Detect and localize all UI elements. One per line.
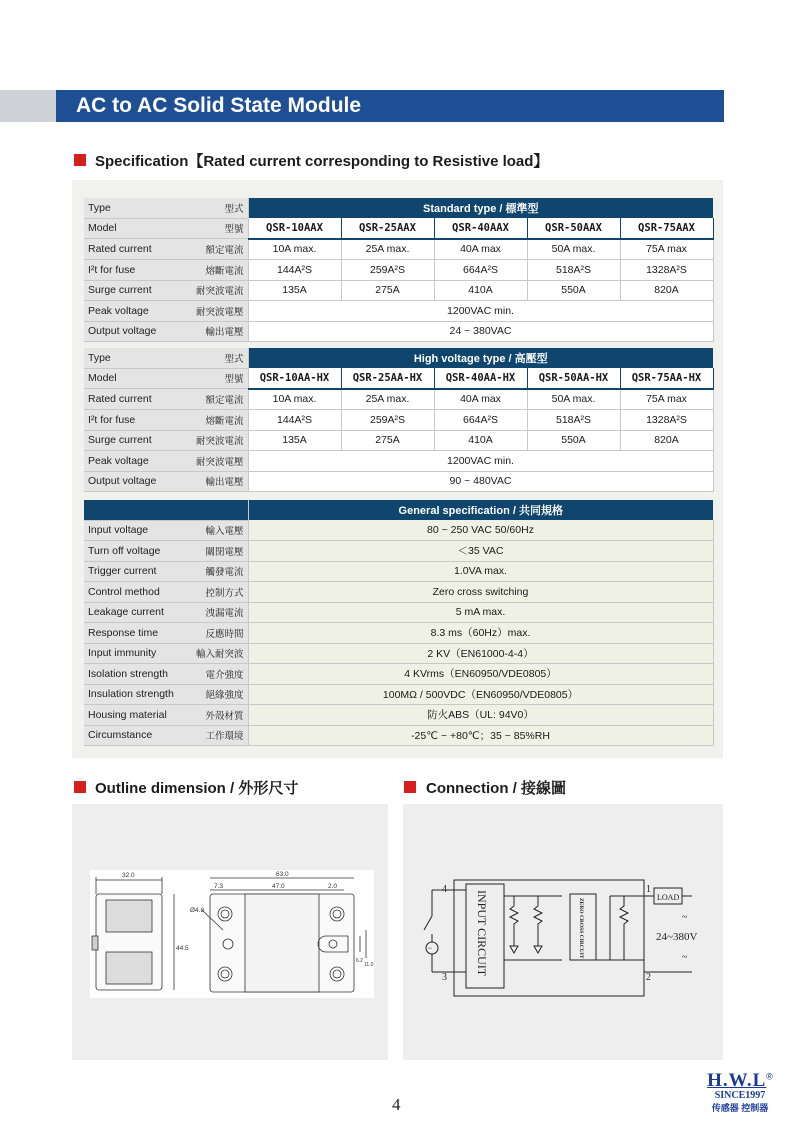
table-cell: 820A xyxy=(620,280,713,301)
outline-drawing xyxy=(90,870,374,998)
row-label: Turn off voltage xyxy=(84,541,194,562)
row-label: Type xyxy=(84,348,194,368)
row-label-zh: 控制方式 xyxy=(194,582,248,603)
logo-since: SINCE1997 xyxy=(714,1090,766,1101)
standard-type-table xyxy=(84,198,714,342)
table-row xyxy=(84,348,713,368)
row-label-zh: 熔斷電流 xyxy=(194,410,248,431)
row-label: Surge current xyxy=(84,430,194,451)
row-label-zh: 額定電流 xyxy=(194,389,248,410)
row-label: Housing material xyxy=(84,705,194,726)
row-label-zh: 耐突波電流 xyxy=(194,280,248,301)
table-cell: 80 ~ 250 VAC 50/60Hz xyxy=(248,520,713,541)
table-cell: 550A xyxy=(527,430,620,451)
terminal-label: 2 xyxy=(646,972,651,983)
table-cell: 8.3 ms（60Hz）max. xyxy=(248,623,713,644)
spec-section-title: Specification【Rated current corresponding to Resistive load】 xyxy=(95,153,549,170)
row-label: Peak voltage xyxy=(84,451,194,472)
terminal-label: 3 xyxy=(442,972,447,983)
zero-cross-label: ZERO CROSS CIRCUIT xyxy=(578,898,584,959)
logo-text: H.W.L xyxy=(707,1070,767,1091)
table-row xyxy=(84,725,713,746)
row-label: Model xyxy=(84,368,194,389)
table-cell: 10A max. xyxy=(248,239,341,260)
table-row xyxy=(84,623,713,644)
table-cell: 144A²S xyxy=(248,410,341,431)
table-cell: 550A xyxy=(527,280,620,301)
model-cell: QSR-10AAX xyxy=(248,218,341,239)
table-cell: 24 ~ 380VAC xyxy=(248,321,713,342)
row-label: Output voltage xyxy=(84,471,194,492)
row-label-zh: 型號 xyxy=(194,218,248,239)
row-label-zh: 外殼材質 xyxy=(194,705,248,726)
table-cell: 5 mA max. xyxy=(248,602,713,623)
row-label: Insulation strength xyxy=(84,684,194,705)
table-cell: 75A max xyxy=(620,389,713,410)
model-cell: QSR-50AA-HX xyxy=(527,368,620,389)
section-marker xyxy=(74,781,86,793)
table-row xyxy=(84,643,713,664)
table-cell: 90 ~ 480VAC xyxy=(248,471,713,492)
table-cell: 40A max xyxy=(434,389,527,410)
table-header: General specification / 共同規格 xyxy=(248,500,713,520)
table-row xyxy=(84,520,713,541)
table-cell: 410A xyxy=(434,430,527,451)
row-label-zh: 型式 xyxy=(194,198,248,218)
table-cell: 820A xyxy=(620,430,713,451)
model-cell: QSR-40AA-HX xyxy=(434,368,527,389)
table-cell: 25A max. xyxy=(341,389,434,410)
table-row xyxy=(84,218,713,239)
row-label: Response time xyxy=(84,623,194,644)
connection-circuit xyxy=(412,876,712,1000)
page-title: AC to AC Solid State Module xyxy=(76,94,362,117)
row-label-zh: 輸出電壓 xyxy=(194,471,248,492)
dim-label: 7.3 xyxy=(214,883,224,890)
dim-label: 44.5 xyxy=(176,945,189,952)
row-label: Type xyxy=(84,198,194,218)
table-cell: 664A²S xyxy=(434,410,527,431)
company-logo xyxy=(700,1070,780,1114)
table-cell: 2 KV（EN61000-4-4） xyxy=(248,643,713,664)
ac-symbol: ~ xyxy=(682,912,688,923)
dim-label: 6.2 xyxy=(356,958,363,964)
table-row xyxy=(84,664,713,685)
row-label-zh: 耐突波電壓 xyxy=(194,301,248,322)
row-label: Input voltage xyxy=(84,520,194,541)
table-cell: 1200VAC min. xyxy=(248,301,713,322)
header-spacer xyxy=(84,500,194,520)
table-cell: 40A max xyxy=(434,239,527,260)
model-cell: QSR-40AAX xyxy=(434,218,527,239)
row-label-zh: 輸入耐突波 xyxy=(194,643,248,664)
dim-label: Ø4.8 xyxy=(190,907,205,914)
table-cell: 518A²S xyxy=(527,410,620,431)
table-row xyxy=(84,301,713,322)
table-row xyxy=(84,471,713,492)
row-label-zh: 耐突波電流 xyxy=(194,430,248,451)
table-cell: 410A xyxy=(434,280,527,301)
row-label-zh: 反應時間 xyxy=(194,623,248,644)
input-circuit-label: INPUT CIRCUIT xyxy=(475,890,489,977)
table-cell: 10A max. xyxy=(248,389,341,410)
row-label-zh: 型式 xyxy=(194,348,248,368)
row-label: Trigger current xyxy=(84,561,194,582)
header-spacer xyxy=(194,500,248,520)
row-label-zh: 輸入電壓 xyxy=(194,520,248,541)
wiring-diagram xyxy=(412,876,712,1000)
model-cell: QSR-25AAX xyxy=(341,218,434,239)
row-label-zh: 額定電流 xyxy=(194,239,248,260)
row-label: Rated current xyxy=(84,389,194,410)
dim-label: 11.0 xyxy=(364,962,374,968)
table-header: High voltage type / 高壓型 xyxy=(248,348,713,368)
table-cell: 100MΩ / 500VDC（EN60950/VDE0805） xyxy=(248,684,713,705)
page-number: 4 xyxy=(392,1095,401,1114)
table-row xyxy=(84,389,713,410)
row-label: Peak voltage xyxy=(84,301,194,322)
logo-tagline: 传感器 控制器 xyxy=(711,1103,769,1113)
row-label: I²t for fuse xyxy=(84,410,194,431)
table-cell: 135A xyxy=(248,430,341,451)
row-label-zh: 輸出電壓 xyxy=(194,321,248,342)
table-row xyxy=(84,239,713,260)
table-cell: 50A max. xyxy=(527,389,620,410)
table-row xyxy=(84,430,713,451)
table-row xyxy=(84,582,713,603)
terminal-label: 1 xyxy=(646,884,651,895)
table-cell: -25℃ ~ +80℃；35 ~ 85%RH xyxy=(248,725,713,746)
row-label: I²t for fuse xyxy=(84,260,194,281)
table-cell: 275A xyxy=(341,280,434,301)
row-label-zh: 熔斷電流 xyxy=(194,260,248,281)
registered-mark: ® xyxy=(766,1071,773,1082)
row-label-zh: 關閉電壓 xyxy=(194,541,248,562)
table-cell: 259A²S xyxy=(341,410,434,431)
row-label: Surge current xyxy=(84,280,194,301)
row-label-zh: 電介強度 xyxy=(194,664,248,685)
table-cell: ＜35 VAC xyxy=(248,541,713,562)
table-row xyxy=(84,410,713,431)
row-label-zh: 絕緣強度 xyxy=(194,684,248,705)
table-cell: 1.0VA max. xyxy=(248,561,713,582)
table-row xyxy=(84,198,713,218)
model-cell: QSR-50AAX xyxy=(527,218,620,239)
table-cell: 4 KVrms（EN60950/VDE0805） xyxy=(248,664,713,685)
row-label: Rated current xyxy=(84,239,194,260)
table-cell: 1328A²S xyxy=(620,260,713,281)
ac-symbol: ~ xyxy=(682,952,688,963)
row-label: Output voltage xyxy=(84,321,194,342)
dim-label: 32.0 xyxy=(122,872,135,879)
table-cell: 518A²S xyxy=(527,260,620,281)
voltage-label: 24~380V xyxy=(656,931,698,943)
general-spec-table xyxy=(84,500,714,746)
table-row xyxy=(84,500,713,520)
table-row xyxy=(84,280,713,301)
table-cell: 25A max. xyxy=(341,239,434,260)
table-cell: 1200VAC min. xyxy=(248,451,713,472)
model-cell: QSR-25AA-HX xyxy=(341,368,434,389)
table-cell: 防火ABS（UL: 94V0） xyxy=(248,705,713,726)
row-label: Leakage current xyxy=(84,602,194,623)
connection-section-title: Connection / 接線圖 xyxy=(426,780,566,797)
row-label: Circumstance xyxy=(84,725,194,746)
table-cell: 1328A²S xyxy=(620,410,713,431)
table-row xyxy=(84,321,713,342)
row-label-zh: 型號 xyxy=(194,368,248,389)
model-cell: QSR-75AA-HX xyxy=(620,368,713,389)
table-cell: 144A²S xyxy=(248,260,341,281)
outline-dimension-diagram xyxy=(90,870,374,998)
dim-label: 63.0 xyxy=(276,871,289,878)
model-cell: QSR-10AA-HX xyxy=(248,368,341,389)
row-label: Isolation strength xyxy=(84,664,194,685)
row-label: Control method xyxy=(84,582,194,603)
row-label-zh: 工作環境 xyxy=(194,725,248,746)
banner-accent xyxy=(0,90,56,122)
table-row xyxy=(84,368,713,389)
table-row xyxy=(84,260,713,281)
ac-source-symbol: ~ xyxy=(428,945,432,953)
model-cell: QSR-75AAX xyxy=(620,218,713,239)
table-row xyxy=(84,602,713,623)
table-cell: 50A max. xyxy=(527,239,620,260)
row-label: Input immunity xyxy=(84,643,194,664)
table-cell: 275A xyxy=(341,430,434,451)
table-cell: 259A²S xyxy=(341,260,434,281)
outline-section-title: Outline dimension / 外形尺寸 xyxy=(95,780,299,797)
section-marker xyxy=(404,781,416,793)
table-row xyxy=(84,705,713,726)
row-label-zh: 洩漏電流 xyxy=(194,602,248,623)
table-cell: 664A²S xyxy=(434,260,527,281)
table-header: Standard type / 標準型 xyxy=(248,198,713,218)
table-cell: 75A max xyxy=(620,239,713,260)
terminal-label: 4 xyxy=(442,884,447,895)
table-cell: Zero cross switching xyxy=(248,582,713,603)
row-label: Model xyxy=(84,218,194,239)
table-row xyxy=(84,451,713,472)
table-row xyxy=(84,561,713,582)
header-ghost-text xyxy=(80,70,200,84)
table-row xyxy=(84,541,713,562)
load-label: LOAD xyxy=(657,893,680,902)
high-voltage-table xyxy=(84,348,714,492)
dim-label: 2.0 xyxy=(328,883,338,890)
table-cell: 135A xyxy=(248,280,341,301)
row-label-zh: 耐突波電壓 xyxy=(194,451,248,472)
table-row xyxy=(84,684,713,705)
dim-label: 47.0 xyxy=(272,883,285,890)
section-marker xyxy=(74,154,86,166)
row-label-zh: 觸發電流 xyxy=(194,561,248,582)
